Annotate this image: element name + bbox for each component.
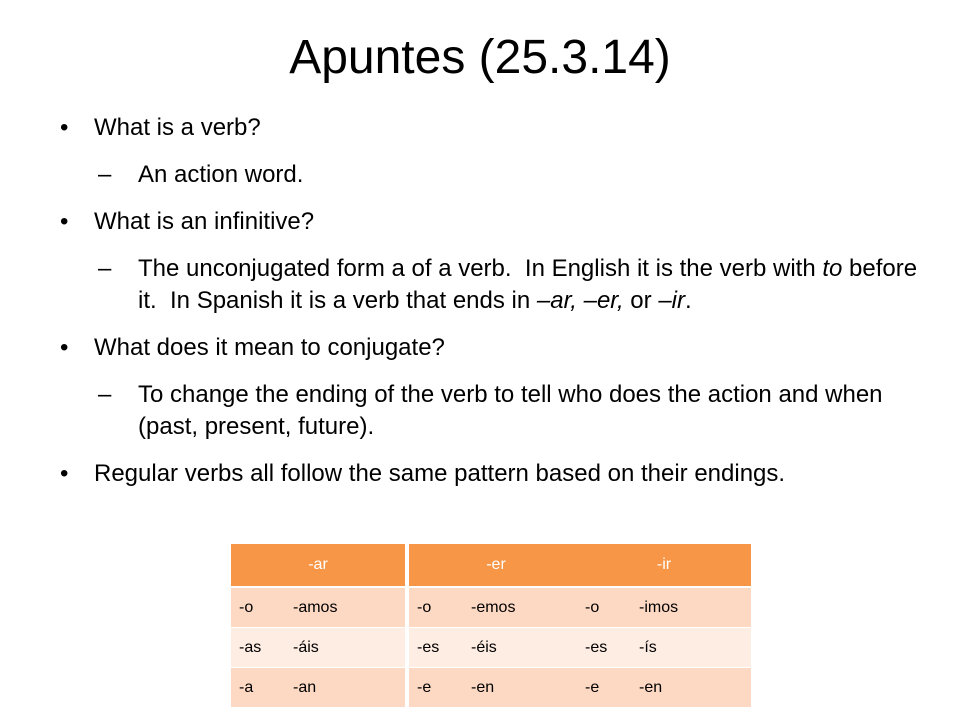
table-row [231,587,405,628]
conjugation-table-er [409,544,583,707]
table-row [577,587,751,628]
bullet-text: The unconjugated form a of a verb. In English it is the verb with to before it. In Spanish it is a verb that ends in –ar, –er, or –ir. [138,255,918,314]
plural-ending: -en [463,668,583,708]
plural-ending: -emos [463,587,583,628]
plural-ending: -an [285,668,405,708]
singular-ending: -o [577,587,631,628]
bullet-item [58,112,918,144]
bullet-text: An action word. [138,161,304,188]
singular-ending: -e [577,668,631,708]
plural-ending: -ís [631,628,751,668]
table-row [409,587,583,628]
singular-ending: -a [231,668,285,708]
singular-ending: -o [231,587,285,628]
bullet-marker: • [60,114,69,141]
plural-ending: -éis [463,628,583,668]
plural-ending: -amos [285,587,405,628]
table-row [577,668,751,708]
table-header: -ar [231,544,405,587]
sub-bullet-item [58,159,918,191]
sub-bullet-item [58,379,918,443]
conjugation-table-ar [231,544,405,707]
bullet-list [58,112,918,505]
singular-ending: -es [409,628,463,668]
table-header: -ir [577,544,751,587]
singular-ending: -as [231,628,285,668]
dash-marker: – [98,255,112,282]
sub-bullet-item [58,253,918,317]
bullet-text: To change the ending of the verb to tell who does the action and when (past, present, future). [138,381,883,440]
bullet-item [58,458,918,490]
singular-ending: -e [409,668,463,708]
bullet-marker: • [60,208,69,235]
bullet-marker: • [60,460,69,487]
plural-ending: -en [631,668,751,708]
table-row [231,628,405,668]
table-row [231,668,405,708]
table-header: -er [409,544,583,587]
bullet-text: What is a verb? [94,114,261,141]
slide-title: Apuntes (25.3.14) [289,31,671,84]
bullet-text: What is an infinitive? [94,208,315,235]
table-row [409,668,583,708]
bullet-item [58,332,918,364]
bullet-marker: • [60,334,69,361]
singular-ending: -o [409,587,463,628]
singular-ending: -es [577,628,631,668]
dash-marker: – [98,161,112,188]
bullet-text: Regular verbs all follow the same pattern based on their endings. [94,460,786,487]
conjugation-table-ir [577,544,751,707]
table-row [577,628,751,668]
bullet-item [58,206,918,238]
dash-marker: – [98,381,112,408]
table-row [409,628,583,668]
plural-ending: -áis [285,628,405,668]
bullet-text: What does it mean to conjugate? [94,334,445,361]
plural-ending: -imos [631,587,751,628]
